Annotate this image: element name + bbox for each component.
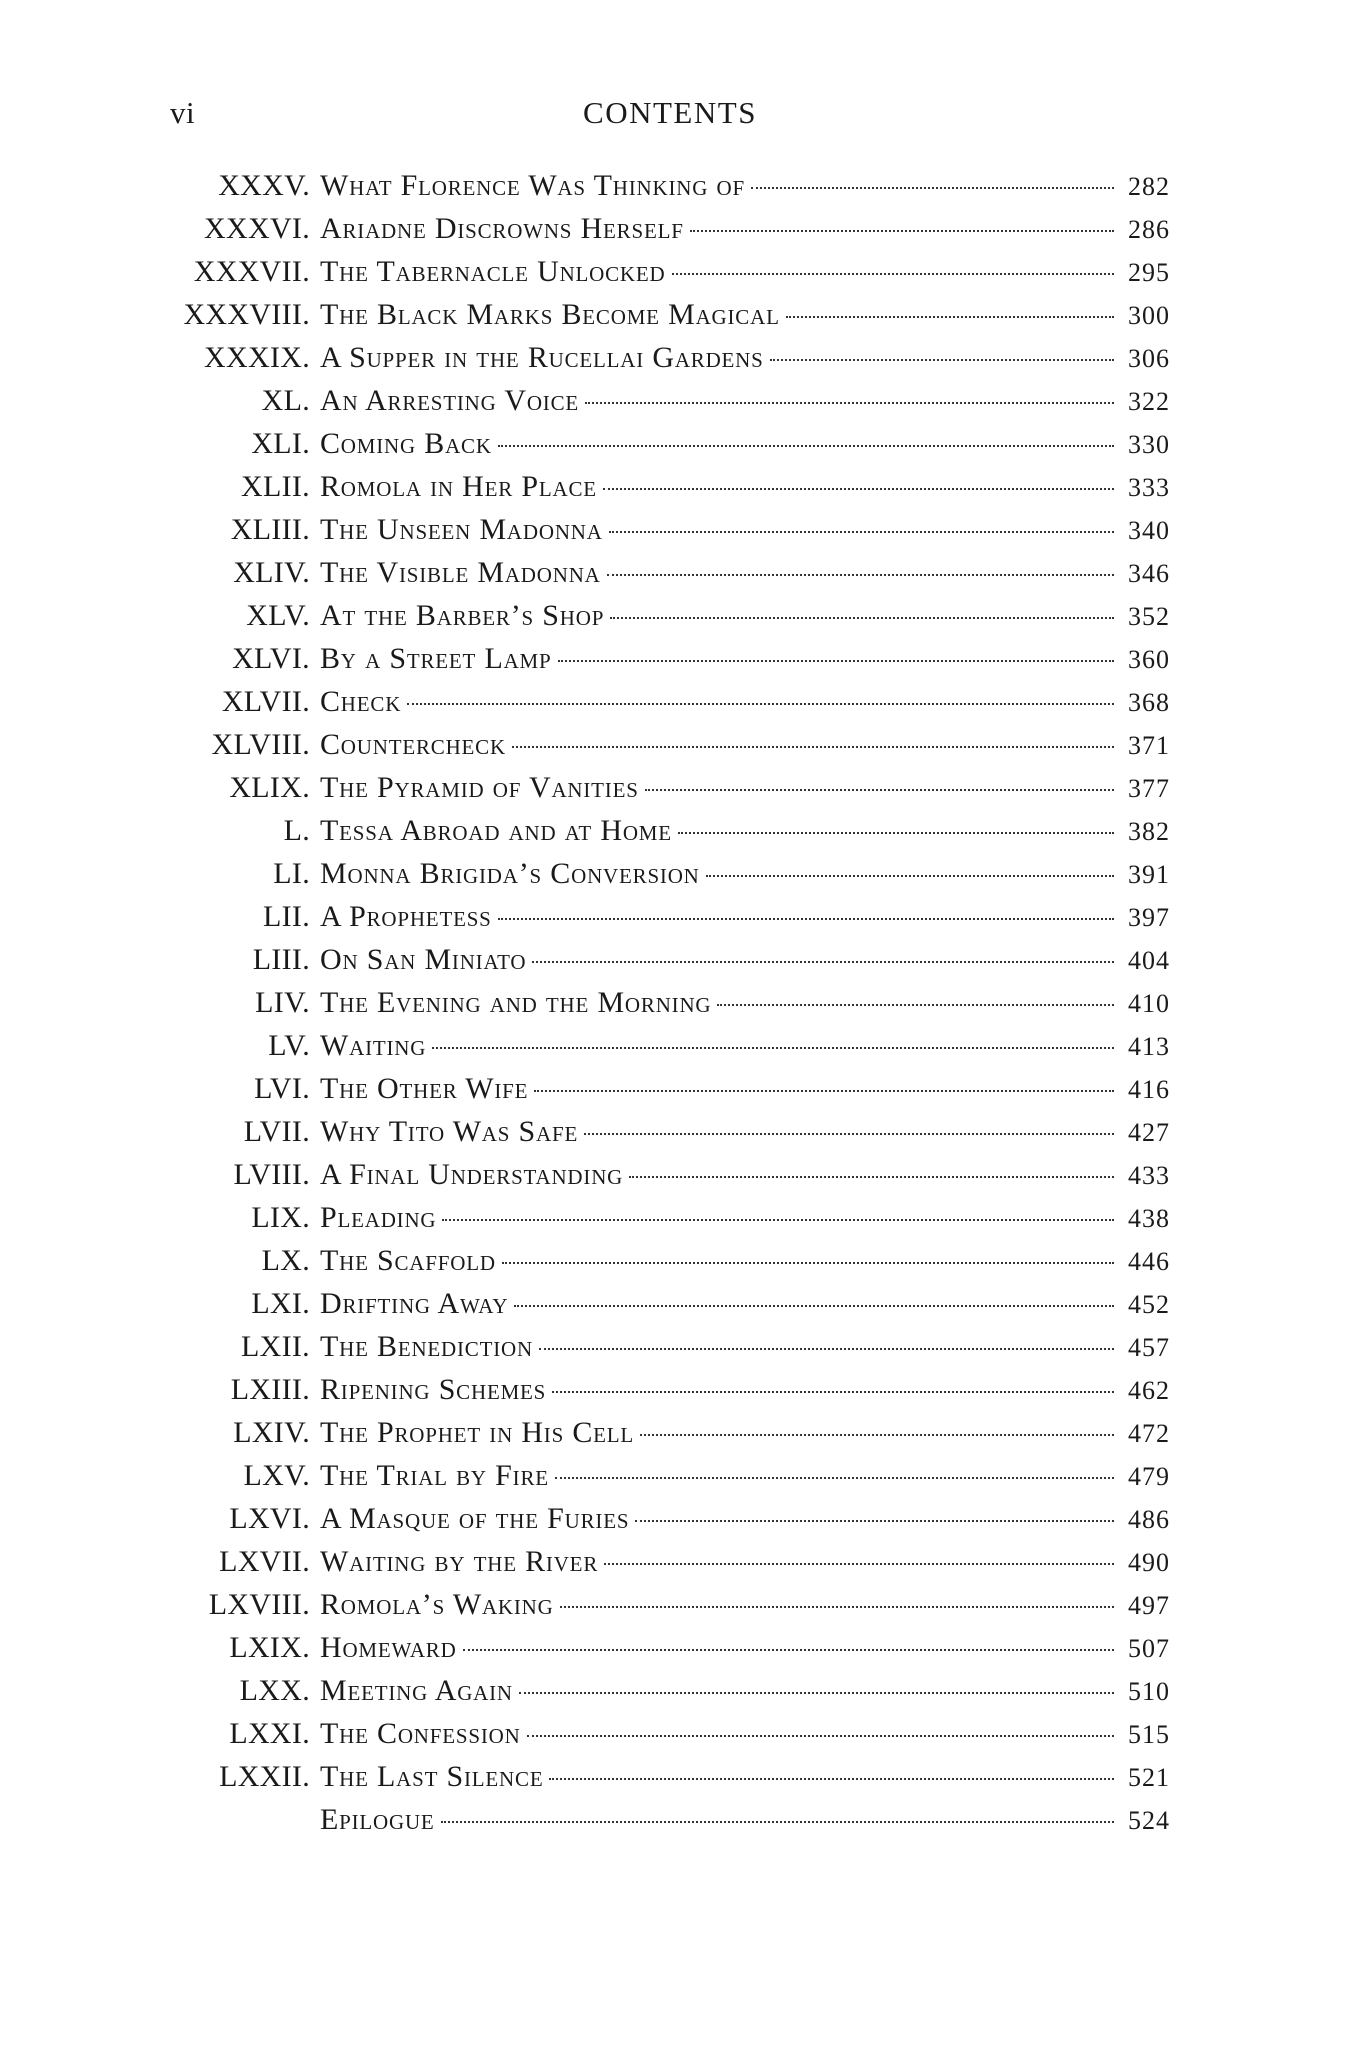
chapter-number: LV. [268,1029,310,1062]
page-reference: 413 [1128,1032,1170,1061]
page-reference: 333 [1128,473,1170,502]
dot-leader [717,1004,1114,1006]
toc-entry [140,1497,1170,1540]
page-reference: 524 [1128,1806,1170,1835]
chapter-title: Monna Brigida’s Conversion [320,857,700,890]
chapter-number: LX. [261,1244,310,1277]
dot-leader [678,832,1114,834]
chapter-title: Ripening Schemes [320,1373,547,1406]
chapter-title: The Evening and the Morning [320,986,712,1019]
toc-entry [140,508,1170,551]
chapter-number: XXXV. [218,169,310,202]
page-reference: 322 [1128,387,1170,416]
page-reference: 486 [1128,1505,1170,1534]
chapter-number: LVIII. [233,1158,310,1191]
toc-entry [140,379,1170,422]
chapter-title: The Unseen Madonna [320,513,603,546]
dot-leader [532,961,1114,963]
dot-leader [498,445,1114,447]
dot-leader [527,1735,1114,1737]
chapter-title: Check [320,685,402,718]
dot-leader [442,1219,1114,1221]
toc-entry [140,422,1170,465]
page-reference: 382 [1128,817,1170,846]
chapter-number: XXXIX. [204,341,310,374]
chapter-title: The Tabernacle Unlocked [320,255,666,288]
page-reference: 462 [1128,1376,1170,1405]
toc-entry [140,1153,1170,1196]
chapter-title: The Confession [320,1717,521,1750]
dot-leader [640,1434,1114,1436]
page-reference: 371 [1128,731,1170,760]
toc-entry [140,1755,1170,1798]
toc-entry [140,1110,1170,1153]
chapter-number: LI. [273,857,310,890]
chapter-number: XLVIII. [211,728,310,761]
dot-leader [512,746,1114,748]
page-reference: 404 [1128,946,1170,975]
page-reference: 438 [1128,1204,1170,1233]
chapter-number: LIV. [255,986,310,1019]
chapter-title: Waiting by the River [320,1545,599,1578]
table-of-contents [140,164,1170,1841]
chapter-number: XXXVII. [193,255,310,288]
chapter-number: XLV. [246,599,310,632]
dot-leader [584,1133,1114,1135]
page-reference: 360 [1128,645,1170,674]
chapter-title: Homeward [320,1631,457,1664]
chapter-title: Why Tito Was Safe [320,1115,579,1148]
chapter-number: LXXI. [229,1717,310,1750]
chapter-title: Coming Back [320,427,492,460]
page-reference: 352 [1128,602,1170,631]
dot-leader [751,187,1114,189]
page-reference: 521 [1128,1763,1170,1792]
dot-leader [672,273,1115,275]
page-reference: 300 [1128,301,1170,330]
chapter-number: LXVII. [219,1545,310,1578]
toc-entry [140,1067,1170,1110]
chapter-number: LIII. [252,943,310,976]
toc-entry [140,250,1170,293]
toc-entry [140,938,1170,981]
page-reference: 295 [1128,258,1170,287]
chapter-title: The Scaffold [320,1244,496,1277]
dot-leader [534,1090,1114,1092]
dot-leader [604,1563,1114,1565]
chapter-number: LXI. [251,1287,310,1320]
chapter-title: On San Miniato [320,943,527,976]
chapter-title: Drifting Away [320,1287,509,1320]
toc-entry [140,1540,1170,1583]
page-reference: 479 [1128,1462,1170,1491]
toc-entry [140,551,1170,594]
chapter-number: XLIV. [233,556,310,589]
dot-leader [498,918,1114,920]
toc-entry [140,895,1170,938]
chapter-title: A Supper in the Rucellai Gardens [320,341,764,374]
page-reference: 490 [1128,1548,1170,1577]
chapter-title: A Prophetess [320,900,492,933]
toc-entry [140,1583,1170,1626]
chapter-title: Romola in Her Place [320,470,597,503]
toc-entry [140,465,1170,508]
chapter-number: LXV. [243,1459,310,1492]
chapter-title: At the Barber’s Shop [320,599,605,632]
chapter-number: LXIV. [233,1416,310,1449]
toc-entry [140,336,1170,379]
chapter-number: XLVI. [232,642,310,675]
page-reference: 377 [1128,774,1170,803]
toc-entry [140,637,1170,680]
chapter-title: Waiting [320,1029,427,1062]
dot-leader [539,1348,1114,1350]
page-reference: 410 [1128,989,1170,1018]
chapter-title: Ariadne Discrowns Herself [320,212,684,245]
chapter-number: XXXVI. [204,212,310,245]
toc-entry [140,1325,1170,1368]
chapter-title: Tessa Abroad and at Home [320,814,672,847]
dot-leader [560,1606,1114,1608]
running-head: CONTENTS [583,95,757,130]
toc-entry [140,1024,1170,1067]
page-reference: 330 [1128,430,1170,459]
toc-entry [140,164,1170,207]
dot-leader [645,789,1114,791]
chapter-title: The Last Silence [320,1760,544,1793]
chapter-title: The Prophet in His Cell [320,1416,635,1449]
page-reference: 507 [1128,1634,1170,1663]
dot-leader [603,488,1114,490]
toc-entry [140,981,1170,1024]
dot-leader [558,660,1115,662]
page-reference: 340 [1128,516,1170,545]
toc-entry [140,723,1170,766]
page-reference: 472 [1128,1419,1170,1448]
chapter-number: LII. [262,900,310,933]
dot-leader [549,1778,1114,1780]
dot-leader [607,574,1114,576]
toc-entry [140,852,1170,895]
dot-leader [519,1692,1114,1694]
chapter-title: Meeting Again [320,1674,513,1707]
page-number: vi [170,95,196,130]
dot-leader [786,316,1114,318]
chapter-title: Romola’s Waking [320,1588,554,1621]
chapter-number: LXVIII. [208,1588,310,1621]
page-reference: 457 [1128,1333,1170,1362]
toc-entry [140,1196,1170,1239]
chapter-number: LXX. [239,1674,310,1707]
toc-entry [140,1454,1170,1497]
page-reference: 368 [1128,688,1170,717]
chapter-title: A Masque of the Furies [320,1502,630,1535]
page-reference: 416 [1128,1075,1170,1104]
dot-leader [502,1262,1114,1264]
chapter-number: XXXVIII. [183,298,310,331]
dot-leader [770,359,1114,361]
chapter-number: LXIII. [230,1373,310,1406]
chapter-number: XLVII. [221,685,310,718]
dot-leader [635,1520,1114,1522]
chapter-number: XLI. [251,427,310,460]
toc-entry [140,1411,1170,1454]
chapter-title: Pleading [320,1201,437,1234]
dot-leader [555,1477,1114,1479]
chapter-title: By a Street Lamp [320,642,552,675]
page-reference: 391 [1128,860,1170,889]
page-reference: 306 [1128,344,1170,373]
page-reference: 286 [1128,215,1170,244]
chapter-title: The Trial by Fire [320,1459,549,1492]
toc-entry [140,1626,1170,1669]
dot-leader [432,1047,1114,1049]
chapter-number: LXIX. [229,1631,310,1664]
page-reference: 397 [1128,903,1170,932]
chapter-title: The Black Marks Become Magical [320,298,780,331]
chapter-title: A Final Understanding [320,1158,624,1191]
toc-entry [140,207,1170,250]
chapter-title: The Other Wife [320,1072,529,1105]
chapter-number: LXXII. [219,1760,310,1793]
chapter-title: What Florence Was Thinking of [320,169,745,202]
page-reference: 346 [1128,559,1170,588]
chapter-number: LVI. [254,1072,310,1105]
page-reference: 497 [1128,1591,1170,1620]
chapter-number: XLIX. [229,771,310,804]
toc-entry [140,680,1170,723]
dot-leader [441,1821,1114,1823]
chapter-number: LXII. [241,1330,310,1363]
toc-entry [140,1669,1170,1712]
dot-leader [552,1391,1114,1393]
dot-leader [629,1176,1114,1178]
page-reference: 433 [1128,1161,1170,1190]
toc-entry [140,1368,1170,1411]
page-reference: 515 [1128,1720,1170,1749]
toc-entry [140,1798,1170,1841]
chapter-title: Epilogue [320,1803,435,1836]
page-reference: 427 [1128,1118,1170,1147]
toc-entry [140,1282,1170,1325]
chapter-number: LIX. [251,1201,310,1234]
chapter-number: XLII. [241,470,310,503]
page-reference: 282 [1128,172,1170,201]
chapter-number: LVII. [243,1115,310,1148]
chapter-title: The Visible Madonna [320,556,601,589]
dot-leader [706,875,1114,877]
page-reference: 452 [1128,1290,1170,1319]
toc-entry [140,809,1170,852]
page-reference: 446 [1128,1247,1170,1276]
chapter-title: The Benediction [320,1330,533,1363]
chapter-number: LXVI. [229,1502,310,1535]
page-reference: 510 [1128,1677,1170,1706]
dot-leader [690,230,1114,232]
toc-entry [140,1712,1170,1755]
dot-leader [463,1649,1114,1651]
chapter-title: Countercheck [320,728,506,761]
dot-leader [407,703,1114,705]
toc-entry [140,293,1170,336]
dot-leader [514,1305,1114,1307]
dot-leader [609,531,1114,533]
toc-entry [140,766,1170,809]
dot-leader [585,402,1114,404]
chapter-number: XL. [261,384,310,417]
chapter-number: XLIII. [230,513,310,546]
chapter-title: An Arresting Voice [320,384,580,417]
page-header [170,95,1170,135]
chapter-number: L. [283,814,310,847]
toc-entry [140,594,1170,637]
dot-leader [610,617,1114,619]
toc-entry [140,1239,1170,1282]
chapter-title: The Pyramid of Vanities [320,771,639,804]
